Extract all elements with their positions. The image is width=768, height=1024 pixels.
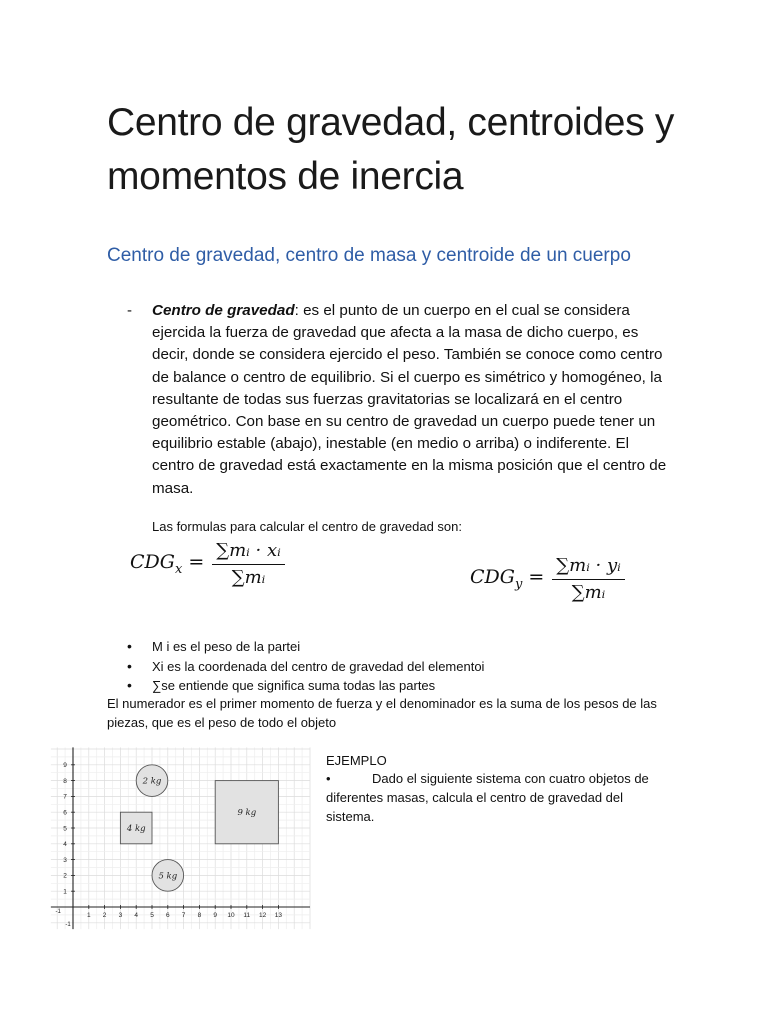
x-tick-label: 12 [258, 912, 267, 919]
list-item: • M i es el peso de la partei [127, 637, 667, 657]
x-tick-label: -1 [55, 909, 61, 915]
section-heading: Centro de gravedad, centro de masa y centroide de un cuerpo [107, 245, 631, 266]
formula-x-denominator: ∑mᵢ [231, 567, 266, 588]
x-tick-label: 6 [165, 912, 170, 919]
y-tick-label: 5 [63, 825, 67, 833]
x-tick-label: 4 [134, 912, 139, 919]
y-tick-label: 1 [63, 888, 67, 896]
y-tick-label: 3 [63, 856, 67, 864]
example-heading: EJEMPLO [326, 753, 387, 768]
formula-y-lhs: $CDG_y$ = [470, 566, 545, 592]
object-label: 2 kg [142, 776, 162, 787]
x-tick-label: 3 [118, 912, 123, 919]
example-graph [35, 745, 313, 933]
x-tick-label: 11 [243, 912, 251, 919]
formula-intro: Las formulas para calcular el centro de gravedad son: [152, 519, 463, 534]
page-title: Centro de gravedad, centroides y momentos de inercia [107, 101, 675, 198]
x-tick-label: 8 [197, 912, 202, 919]
y-tick-label: 9 [63, 762, 67, 770]
formula-cdg-x [130, 540, 285, 588]
x-tick-label: 10 [227, 912, 235, 919]
formula-cdg-y [470, 555, 625, 603]
y-tick-label: 4 [63, 841, 67, 849]
definition-text [152, 300, 667, 500]
x-tick-label: 1 [86, 912, 91, 919]
y-tick-label: 8 [63, 777, 67, 785]
x-tick-label: 2 [102, 912, 107, 919]
formula-x-fraction [212, 540, 284, 588]
example-body: Dado el siguiente sistema con cuatro objetos de diferentes masas, calcula el centro de gravedad del sistema. [326, 771, 649, 824]
formula-y-numerator: ∑mᵢ · yᵢ [552, 555, 625, 580]
y-tick-label: 2 [63, 872, 67, 880]
y-tick-label: 7 [63, 793, 67, 801]
object-label: 9 kg [237, 808, 257, 819]
x-tick-label: 13 [274, 912, 283, 919]
x-tick-label: 5 [150, 912, 154, 919]
explanation-paragraph: El numerador es el primer momento de fuerza y el denominador es la suma de los pesos de las piezas, que es el peso de todo el objeto [107, 696, 657, 730]
object-label: 4 kg [126, 824, 146, 834]
x-tick-label: 9 [213, 912, 218, 919]
object-label: 5 kg [158, 871, 178, 882]
list-item: • Xi es la coordenada del centro de gravedad del elementoi [127, 657, 667, 677]
example-text [326, 769, 666, 826]
definition-term: Centro de gravedad [152, 302, 295, 319]
formula-y-denominator: ∑mᵢ [571, 582, 606, 603]
definition-body: : es el punto de un cuerpo en el cual se considera ejercida la fuerza de gravedad que afecta a la masa de dicho cuerpo, es decir, donde se considera ejercido el peso. También se conoce como centro de balance o centro de equilibrio. Si el cuerpo es simétrico y homogéneo, la resultante de todas sus fuerzas gravitatorias se localizará en el centro geométrico. Con base en su centro de gravedad un cuerpo puede tener un equilibrio estable (abajo), inestable (en medio o arriba) o indiferente. El centro de gravedad está exactamente en la misma posición que el centro de masa. [152, 302, 667, 497]
y-tick-label: -1 [65, 921, 71, 928]
variable-list [127, 637, 667, 696]
x-tick-label: 7 [181, 912, 186, 919]
y-tick-label: 6 [63, 809, 67, 817]
list-item: • ∑se entiende que significa suma todas las partes [127, 676, 667, 696]
formula-x-lhs: $CDG_x$ = [130, 551, 205, 577]
formula-y-fraction [552, 555, 625, 603]
formula-x-numerator: ∑mᵢ · xᵢ [212, 540, 284, 565]
bullet-icon: • [326, 771, 331, 786]
dash-marker: - [127, 302, 132, 319]
